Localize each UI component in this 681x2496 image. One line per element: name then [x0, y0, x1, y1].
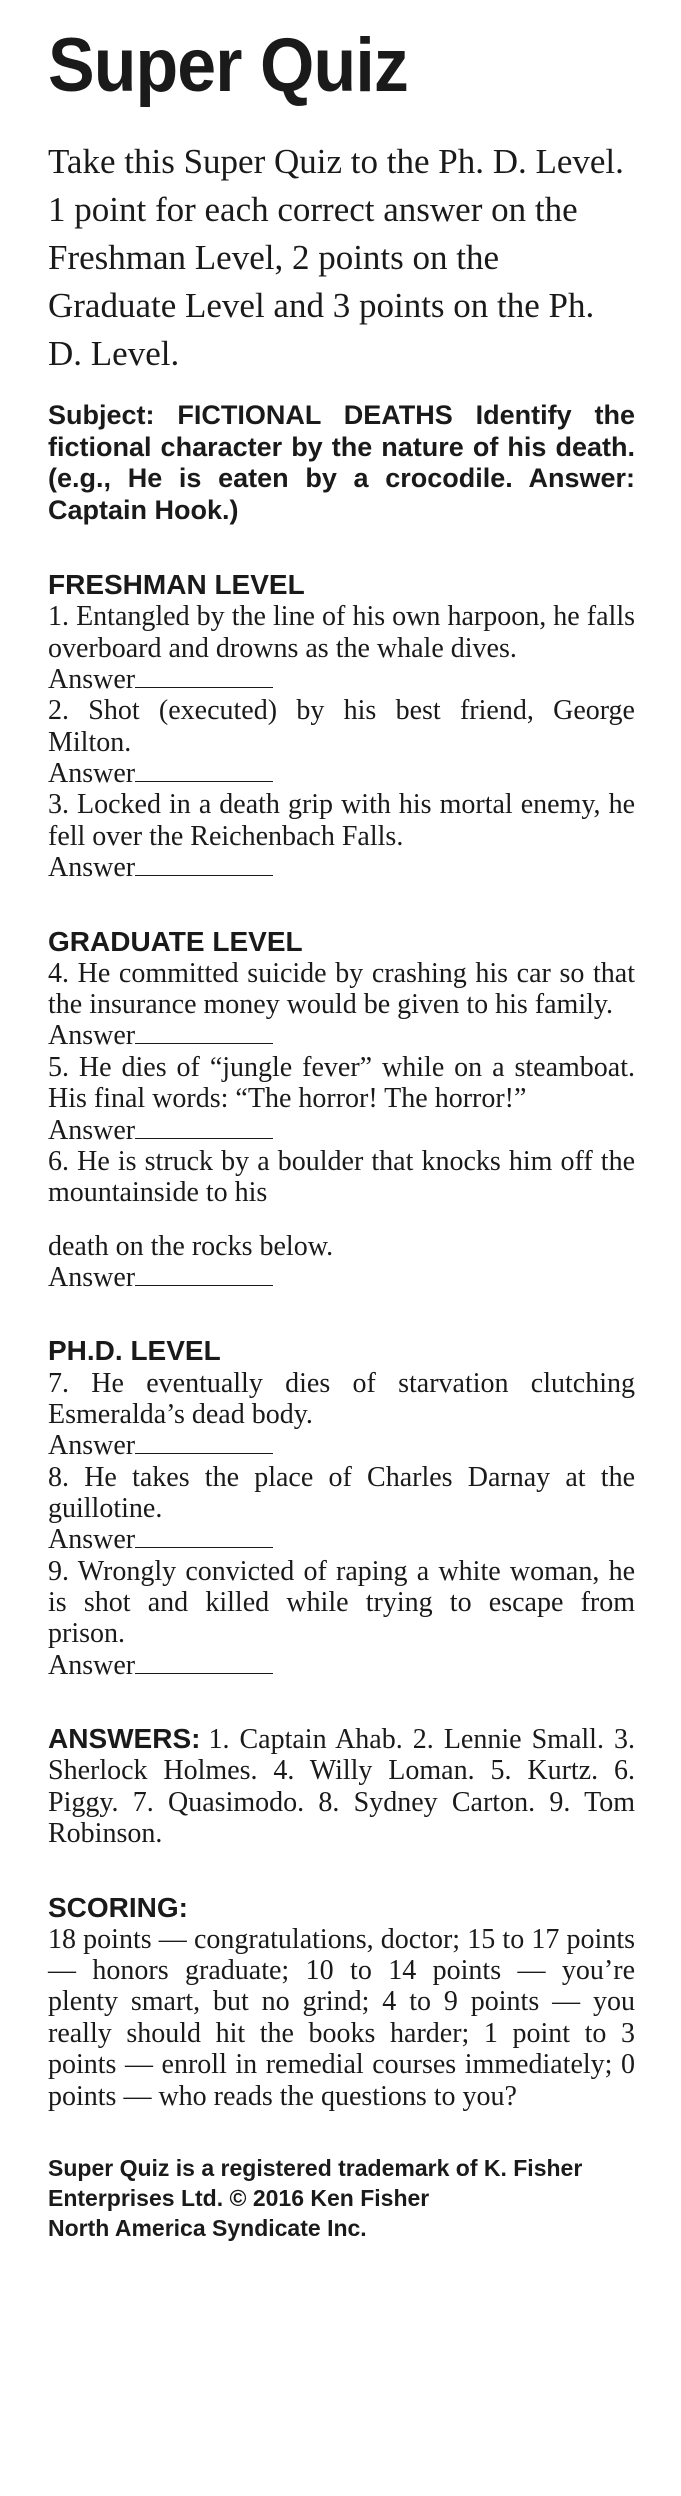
level-heading-freshman: FRESHMAN LEVEL [48, 569, 305, 601]
answer-line-6 [48, 1262, 635, 1293]
answer-blank [135, 667, 273, 688]
answers-paragraph [48, 1723, 635, 1849]
freshman-section [48, 569, 635, 883]
answer-line-7 [48, 1430, 635, 1461]
level-heading-phd: PH.D. LEVEL [48, 1335, 221, 1367]
page-title: Super Quiz [48, 23, 408, 108]
phd-section [48, 1335, 635, 1681]
answer-line-1 [48, 664, 635, 695]
answer-line-9 [48, 1650, 635, 1681]
answer-blank [135, 855, 273, 876]
level-heading-graduate: GRADUATE LEVEL [48, 925, 303, 957]
answer-line-3 [48, 852, 635, 883]
syndicate-credit: North America Syndicate Inc. [48, 2214, 367, 2241]
answer-blank [135, 1653, 273, 1674]
subject-instructions: Subject: FICTIONAL DEATHS Identify the fictional character by the nature of his death. (e.g., He is eaten by a crocodile. Answer: Captain Hook.) [48, 399, 635, 526]
question-6-continued: death on the rocks below. [48, 1230, 334, 1262]
answer-blank [135, 1118, 273, 1139]
scoring-section [48, 1892, 635, 2112]
answers-heading: ANSWERS: [48, 1723, 201, 1755]
answer-label: Answer [48, 852, 136, 884]
answer-line-5 [48, 1115, 635, 1146]
answer-blank [135, 1433, 273, 1454]
answer-label: Answer [48, 758, 136, 790]
answer-blank [135, 1265, 273, 1286]
answers-section [48, 1723, 635, 1849]
answer-label: Answer [48, 664, 136, 696]
question-6: 6. He is struck by a boulder that knocks him off the mountainside to his [48, 1145, 635, 1209]
answer-label: Answer [48, 1430, 136, 1462]
answer-label: Answer [48, 1020, 136, 1052]
question-1: 1. Entangled by the line of his own harpoon, he falls overboard and drowns as the whale dives. [48, 601, 635, 664]
question-8: 8. He takes the place of Charles Darnay at the guillotine. [48, 1461, 635, 1524]
question-7: 7. He eventually dies of starvation clutching Esmeralda’s dead body. [48, 1367, 635, 1430]
question-2: 2. Shot (executed) by his best friend, George Milton. [48, 695, 635, 758]
answer-blank [135, 1527, 273, 1548]
question-4: 4. He committed suicide by crashing his car so that the insurance money would be given to his family. [48, 957, 635, 1021]
answer-line-4 [48, 1020, 635, 1051]
answer-blank [135, 761, 273, 782]
answer-line-8 [48, 1524, 635, 1555]
scoring-heading: SCORING: [48, 1891, 188, 1923]
answer-label: Answer [48, 1649, 136, 1681]
answer-blank [135, 1023, 273, 1044]
answer-label: Answer [48, 1114, 136, 1146]
scoring-text: 18 points — congratulations, doctor; 15 to 17 points — honors graduate; 10 to 14 points — you’re plenty smart, but no grind; 4 to 9 points — you really should hit the books harder; 1 point to 3 points — enroll in remedial courses immediately; 0 points — who reads the questions to you? [48, 1923, 635, 2112]
question-5: 5. He dies of “jungle fever” while on a steamboat. His final words: “The horror! The horror!” [48, 1051, 635, 1115]
answers-text: 1. Captain Ahab. 2. Lennie Small. 3. Sherlock Holmes. 4. Willy Loman. 5. Kurtz. 6. Piggy. 7. Quasimodo. 8. Sydney Carton. 9. Tom Robinson. [48, 1724, 635, 1850]
graduate-section [48, 926, 635, 1294]
copyright-notice: Super Quiz is a registered trademark of K. Fisher Enterprises Ltd. © 2016 Ken Fisher [48, 2154, 583, 2211]
answer-line-2 [48, 758, 635, 789]
question-3: 3. Locked in a death grip with his mortal enemy, he fell over the Reichenbach Falls. [48, 789, 635, 852]
intro-paragraph: Take this Super Quiz to the Ph. D. Level. 1 point for each correct answer on the Freshman Level, 2 points on the Graduate Level and 3 points on the Ph. D. Level. [48, 142, 624, 373]
question-9: 9. Wrongly convicted of raping a white woman, he is shot and killed while trying to escape from prison. [48, 1555, 635, 1650]
answer-label: Answer [48, 1524, 136, 1556]
answer-label: Answer [48, 1261, 136, 1293]
